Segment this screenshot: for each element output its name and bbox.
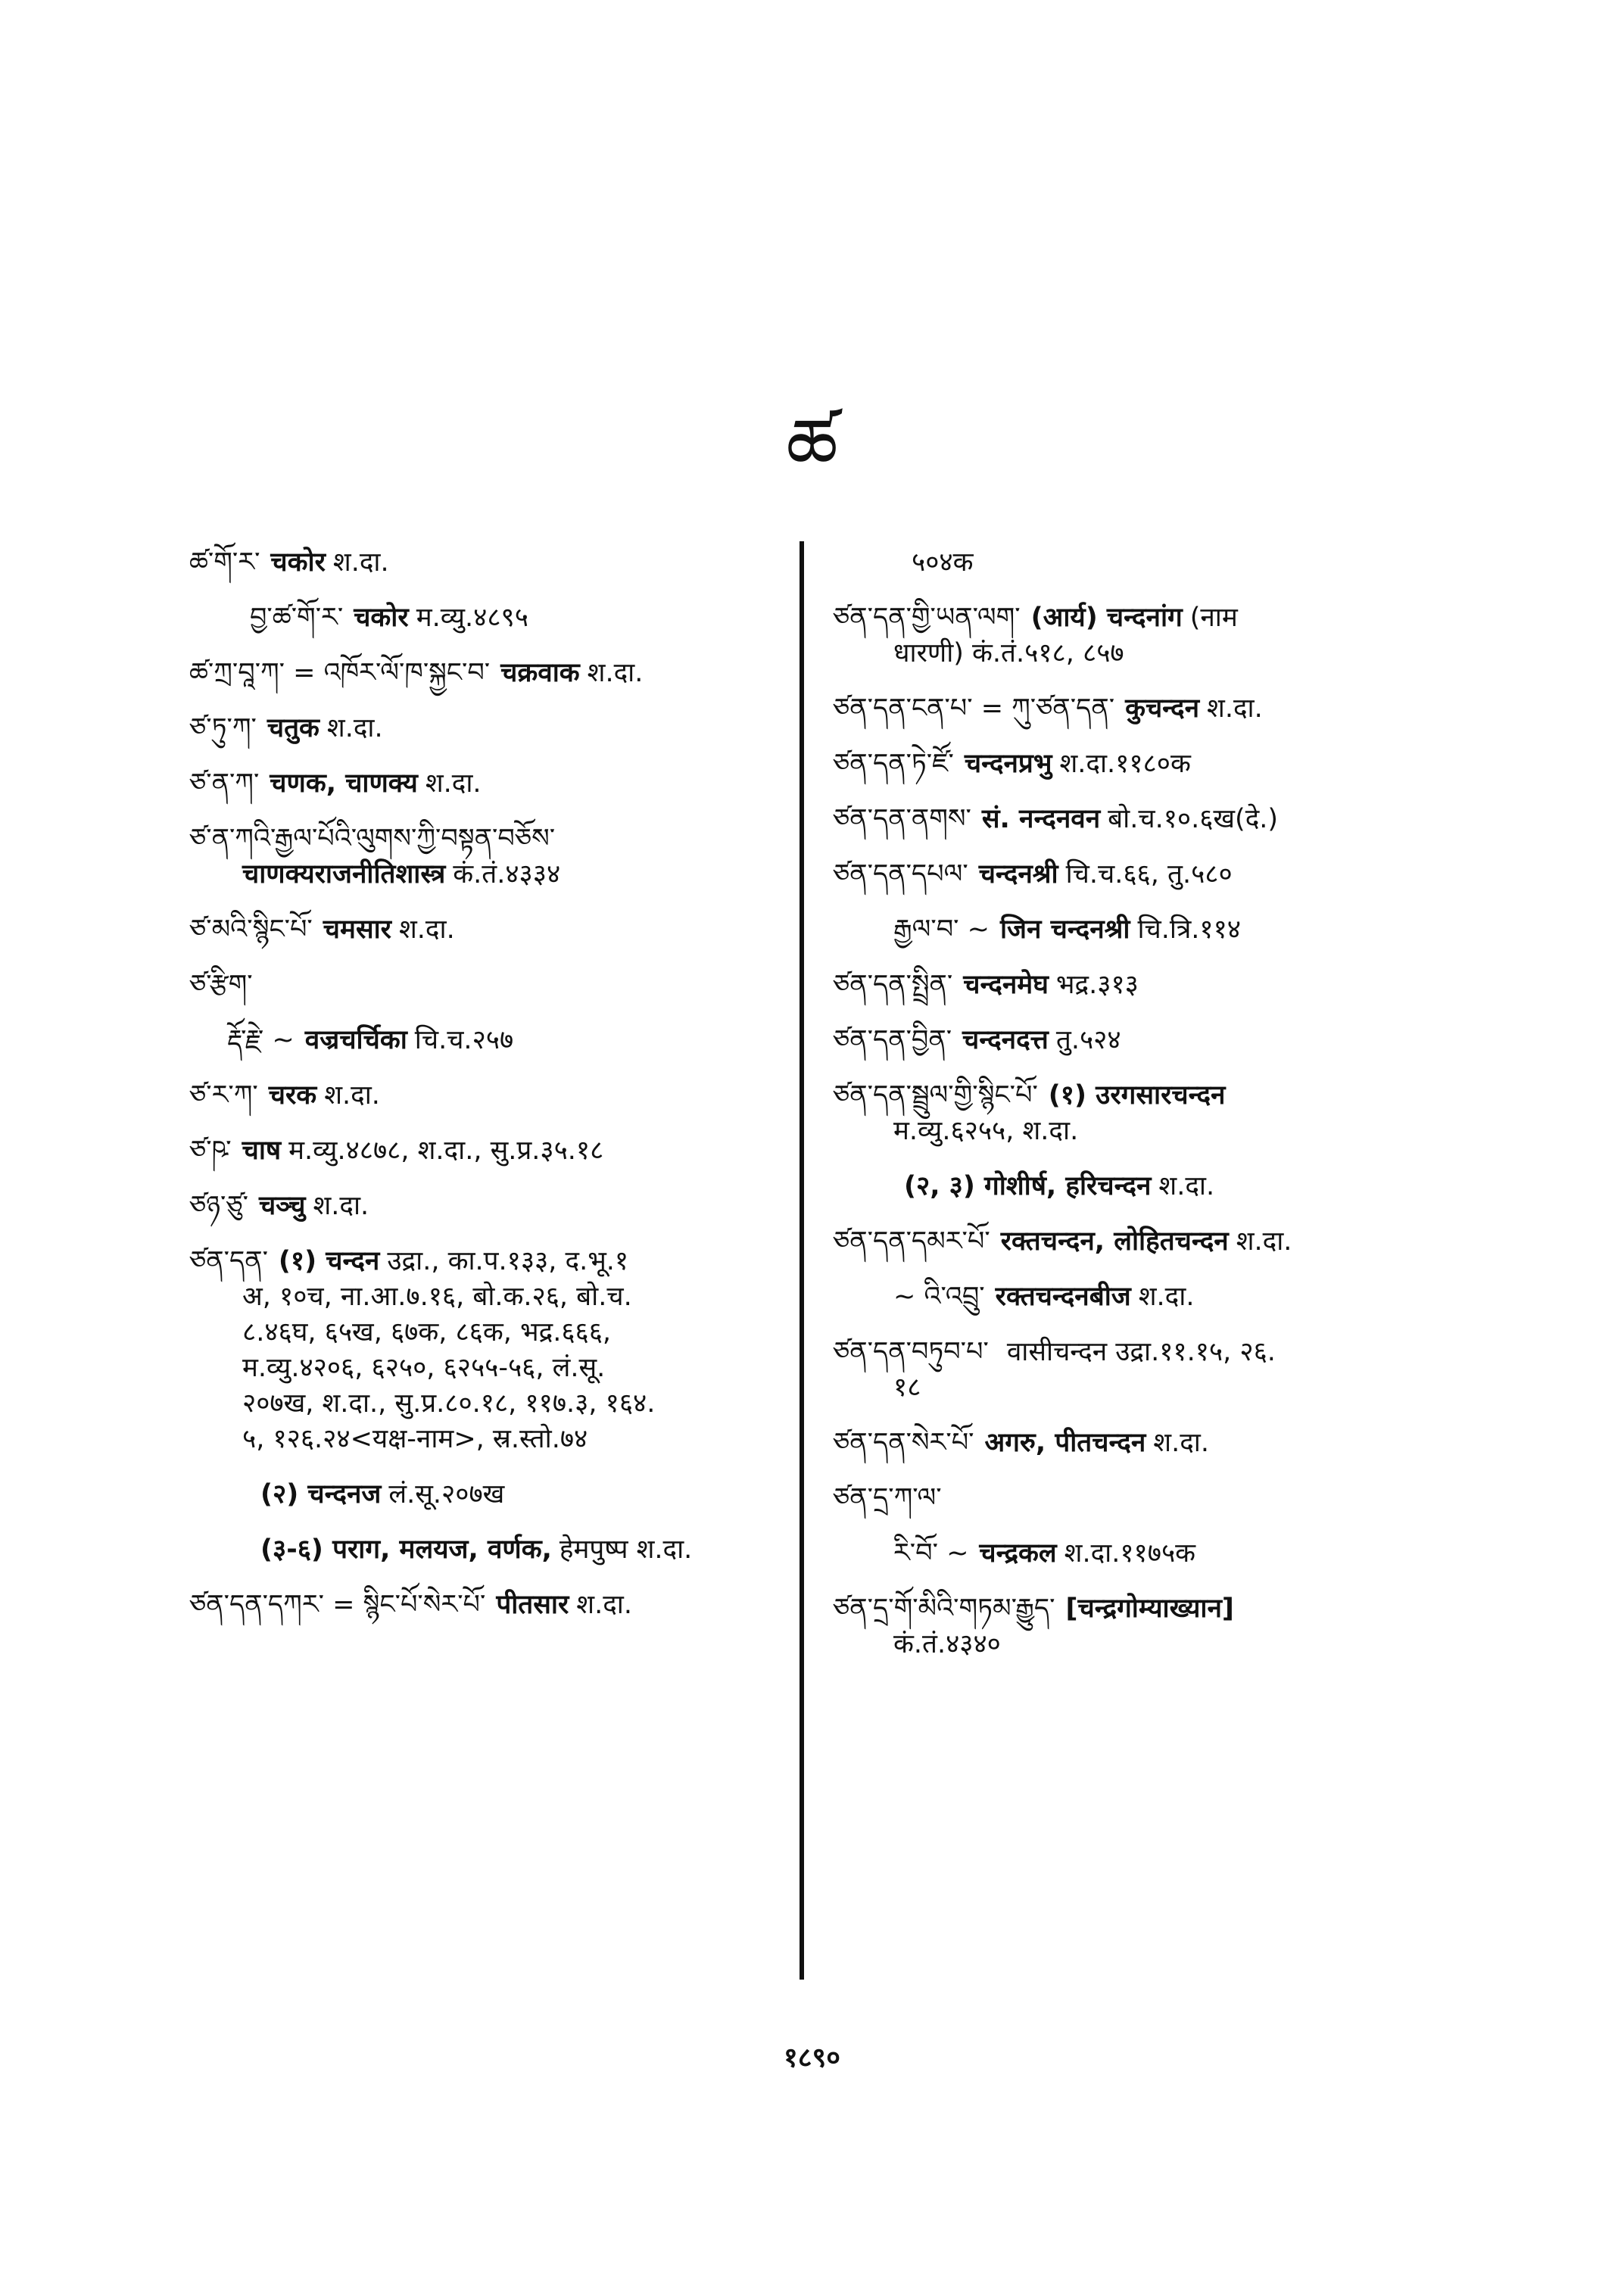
entry-line [189,912,795,948]
tibetan-headword: ཙན་དྲ་གོ་མིའི་གཏམ་རྒྱུད་ [833,1594,1055,1624]
entry-line [893,912,1484,948]
dictionary-entry [833,1169,1484,1204]
source-reference: चि.च.६६, तु.५८० [1065,859,1233,889]
entry-line [189,821,795,857]
entry-line [250,600,795,636]
tibetan-headword: རྡོ་རྗེ་ ~ [227,1025,295,1055]
sanskrit-equivalent: वज्रचर्चिका [304,1025,407,1055]
tibetan-headword: ཙ་རྩིག་ [189,970,253,1000]
tibetan-headword: ཙ་ར་ཀ་ [189,1080,258,1111]
sanskrit-equivalent: चाणक्यराजनीतिशास्त्र [242,859,446,889]
sanskrit-equivalent: सं. नन्दनवन [981,804,1101,834]
entry-line [250,1477,795,1513]
source-reference: श.दा.११७५क [1064,1538,1196,1569]
entry-line [189,545,795,581]
sanskrit-equivalent: चणक, चाणक्य [270,768,418,799]
sanskrit-equivalent: चन्दनश्री [978,859,1058,889]
dictionary-entry [189,1023,795,1058]
source-reference: चि.च.२५७ [414,1025,514,1055]
sanskrit-equivalent: जिन चन्दनश्री [999,914,1130,945]
dictionary-entry [833,1023,1484,1058]
dictionary-entry [189,1189,795,1224]
dictionary-entry [833,967,1484,1003]
tibetan-headword: ཙ་ན་ཀ་ [189,768,260,799]
source-reference: श.दा. [313,1191,369,1221]
source-reference: बो.च.१०.६ख(दे.) [1108,804,1279,834]
tibetan-headword: ཙན་དན་ནགས་ [833,804,971,834]
source-reference: वासीचन्दन उद्रा.११.१५, २६. [1006,1337,1276,1367]
entry-line [833,1078,1484,1114]
source-reference: धारणी) कं.तं.५१८, ८५७ [893,638,1124,668]
sanskrit-equivalent: चकोर [270,547,326,578]
source-reference: म.व्यु.४८७८, श.दा., सु.प्र.३५.१८ [288,1136,604,1166]
source-reference: श.दा.११८०क [1059,749,1191,779]
source-reference: म.व्यु.४८९५ [416,603,528,633]
dictionary-entry [189,711,795,746]
tibetan-headword: ཙན་དན་བཏུབ་པ་ [833,1337,989,1367]
dictionary-entry [189,821,795,893]
sanskrit-equivalent: चन्दनप्रभु [964,749,1052,779]
dictionary-entry [189,656,795,691]
tibetan-headword: རི་བོ་ ~ [893,1538,969,1569]
entry-line [189,1078,795,1114]
sanskrit-equivalent: [चन्द्रगोम्याख्यान] [1065,1594,1234,1624]
tibetan-headword: ཙ་ཏུ་ཀ་ [189,713,257,743]
sanskrit-equivalent: चरक [268,1080,317,1111]
source-reference: श.दा. [1153,1428,1209,1458]
sanskrit-equivalent: चन्दनमेघ [963,970,1049,1000]
sanskrit-equivalent: चकोर [354,603,409,633]
source-reference: श.दा. [1158,1171,1215,1201]
entry-line [833,857,1484,893]
entry-line [833,1023,1484,1058]
source-reference: श.दा. [1236,1226,1292,1257]
sanskrit-equivalent: चन्द्रकल [979,1538,1057,1569]
tibetan-headword: ཙན་དན་སྤྲིན་ [833,970,953,1000]
sanskrit-equivalent: (आर्य) चन्दनांग [1030,603,1183,633]
tibetan-headword: ཙ་ན་ཀའི་རྒྱལ་པོའི་ལུགས་ཀྱི་བསྟན་བཅོས་ [189,824,556,854]
source-reference: कं.तं.४३३४ [453,859,561,889]
tibetan-headword: ཚ་ཀྲ་བཱ་ཀ་ = འཁོར་ལོ་ཁ་སྐྱང་བ་ [189,658,491,688]
entry-continuation [833,1114,1484,1149]
source-reference: (नाम [1189,603,1238,633]
dictionary-entry [833,1481,1484,1516]
tibetan-headword: ཙ་ཥ་ [189,1136,232,1166]
entry-line [833,1335,1484,1370]
entry-line [189,1244,795,1279]
sanskrit-equivalent: चञ्चु [258,1191,306,1221]
dictionary-entry [189,1587,795,1623]
entry-continuation [833,1627,1484,1662]
dictionary-entry [189,1244,795,1457]
sanskrit-equivalent: चमसार [323,914,391,945]
tibetan-headword: ཙན་དན་དམར་པོ་ [833,1226,990,1257]
source-reference: म.व्यु.६२५५, श.दा. [893,1116,1079,1146]
entry-line [189,1133,795,1169]
entry-line [189,967,795,1003]
entry-line [189,1587,795,1623]
entry-line [250,1532,795,1568]
entry-continuation [189,857,795,893]
entry-line [893,1169,1484,1204]
dictionary-entry [833,746,1484,782]
source-reference: ५०४क [912,547,974,578]
source-reference: हेमपुष्प श.दा. [559,1534,693,1565]
tibetan-headword: ཙ་མའི་སྙིང་པོ་ [189,914,313,945]
entry-line [833,967,1484,1003]
source-reference: उद्रा., का.प.१३३, द.भू.१ [387,1246,629,1276]
tibetan-headword: ཙན་དན་དཔལ་ [833,859,968,889]
entry-line [189,766,795,802]
source-reference: श.दा. [332,547,389,578]
tibetan-headword: ཚ་གོ་ར་ [189,547,260,578]
source-reference: श.दा. [1207,693,1263,724]
entry-line [893,1279,1484,1315]
source-reference: श.दा. [324,1080,380,1111]
source-reference: भद्र.३१३ [1055,970,1139,1000]
sanskrit-equivalent: (१) उरगसारचन्दन [1048,1080,1226,1111]
source-reference: श.दा. [425,768,482,799]
source-reference: श.दा. [399,914,455,945]
section-letter: ཚ [786,403,838,488]
entry-line [833,746,1484,782]
entry-continuation: ८.४६घ, ६५ख, ६७क, ८६क, भद्र.६६६, [242,1317,612,1347]
sanskrit-equivalent: अगरु, पीतचन्दन [984,1428,1146,1458]
tibetan-headword: ཙན་དན་སྦྲུལ་གྱི་སྙིང་པོ་ [833,1080,1038,1111]
source-reference: श.दा. [326,713,383,743]
sanskrit-equivalent: चतुक [267,713,320,743]
sanskrit-equivalent: (१) चन्दन [278,1246,380,1276]
sanskrit-equivalent: रक्तचन्दनबीज [995,1282,1131,1312]
entry-line [189,1189,795,1224]
entry-line [833,1224,1484,1260]
entry-continuation: २०७ख, श.दा., सु.प्र.८०.१८, ११७.३, १६४. [242,1388,656,1419]
sanskrit-equivalent: चक्रवाक [500,658,580,688]
source-reference: चि.त्रि.११४ [1137,914,1242,945]
tibetan-headword: ཙན་དན་ཏེ་ཛོ་ [833,749,954,779]
dictionary-entry [833,1536,1484,1572]
dictionary-entry [833,600,1484,671]
tibetan-headword: ཙཉ་ཙུ་ [189,1191,248,1221]
dictionary-entry [189,1078,795,1114]
dictionary-entry [833,1335,1484,1406]
tibetan-headword: རྒྱལ་བ་ ~ [893,914,990,945]
tibetan-headword: བྱ་ཚ་གོ་ར་ [250,603,344,633]
sanskrit-equivalent: (३-६) पराग, मलयज, वर्णक, [260,1534,552,1565]
source-reference: कं.तं.४३४० [893,1629,1001,1659]
dictionary-entry [833,1078,1484,1149]
dictionary-entry [833,1425,1484,1461]
dictionary-entry [833,1591,1484,1662]
sanskrit-equivalent: कुचन्दन [1125,693,1200,724]
tibetan-headword: ཙན་དན་གྱི་ཡན་ལག་ [833,603,1021,633]
dictionary-entry [833,691,1484,727]
source-reference: तु.५२४ [1055,1025,1121,1055]
tibetan-headword: ཙན་དན་སེར་པོ་ [833,1428,974,1458]
dictionary-entry [189,912,795,948]
dictionary-entry [833,1279,1484,1315]
sanskrit-equivalent: रक्तचन्दन, लोहितचन्दन [1000,1226,1229,1257]
entry-line [893,545,1484,581]
dictionary-entry [833,802,1484,837]
sanskrit-equivalent: चाष [242,1136,282,1166]
dictionary-entry [833,545,1484,581]
entry-line [833,600,1484,636]
entry-line [833,1481,1484,1516]
entry-line [833,802,1484,837]
dictionary-entry [833,857,1484,893]
entry-continuation: ५, १२६.२४<यक्ष-नाम>, स्र.स्तो.७४ [242,1424,588,1454]
left-column [189,545,795,1643]
dictionary-entry [189,1532,795,1568]
dictionary-entry [189,1477,795,1513]
right-column [833,545,1484,1682]
source-reference: श.दा. [576,1590,632,1620]
dictionary-entry [189,545,795,581]
dictionary-entry [833,1224,1484,1260]
tibetan-headword: ཙན་དན་ངན་པ་ = ཀུ་ཙན་དན་ [833,693,1115,724]
dictionary-entry [189,766,795,802]
entry-continuation: म.व्यु.४२०६, ६२५०, ६२५५-५६, लं.सू. [242,1353,606,1383]
entry-line [893,1536,1484,1572]
entry-line [833,1425,1484,1461]
column-divider [800,541,804,1980]
source-reference: लं.सू.२०७ख [388,1479,505,1509]
tibetan-headword: ~ འི་འབྲུ་ [893,1282,985,1312]
sanskrit-equivalent: (२, ३) गोशीर्ष, हरिचन्दन [904,1171,1152,1201]
entry-continuation: अ, १०च, ना.आ.७.१६, बो.क.२६, बो.च. [242,1282,632,1312]
entry-line [189,656,795,691]
entry-line [189,711,795,746]
tibetan-headword: ཙན་དན་བྱིན་ [833,1025,952,1055]
tibetan-headword: ཙན་དན་ [189,1246,268,1276]
tibetan-headword: ཙན་དྲ་ཀ་ལ་ [833,1483,942,1513]
source-reference: १८ [893,1372,921,1403]
entry-continuation [833,1370,1484,1406]
entry-line [227,1023,795,1058]
entry-continuation [833,636,1484,671]
source-reference: श.दा. [587,658,644,688]
dictionary-entry [833,912,1484,948]
dictionary-entry [189,967,795,1003]
dictionary-entry [189,1133,795,1169]
sanskrit-equivalent: चन्दनदत्त [962,1025,1049,1055]
tibetan-headword: ཙན་དན་དཀར་ = སྙིང་པོ་སེར་པོ་ [189,1590,486,1620]
entry-line [833,691,1484,727]
entry-line [833,1591,1484,1627]
page-number: १८९० [784,2042,840,2073]
dictionary-entry [189,600,795,636]
sanskrit-equivalent: (२) चन्दनज [260,1479,382,1509]
sanskrit-equivalent: पीतसार [496,1590,569,1620]
source-reference: श.दा. [1138,1282,1195,1312]
